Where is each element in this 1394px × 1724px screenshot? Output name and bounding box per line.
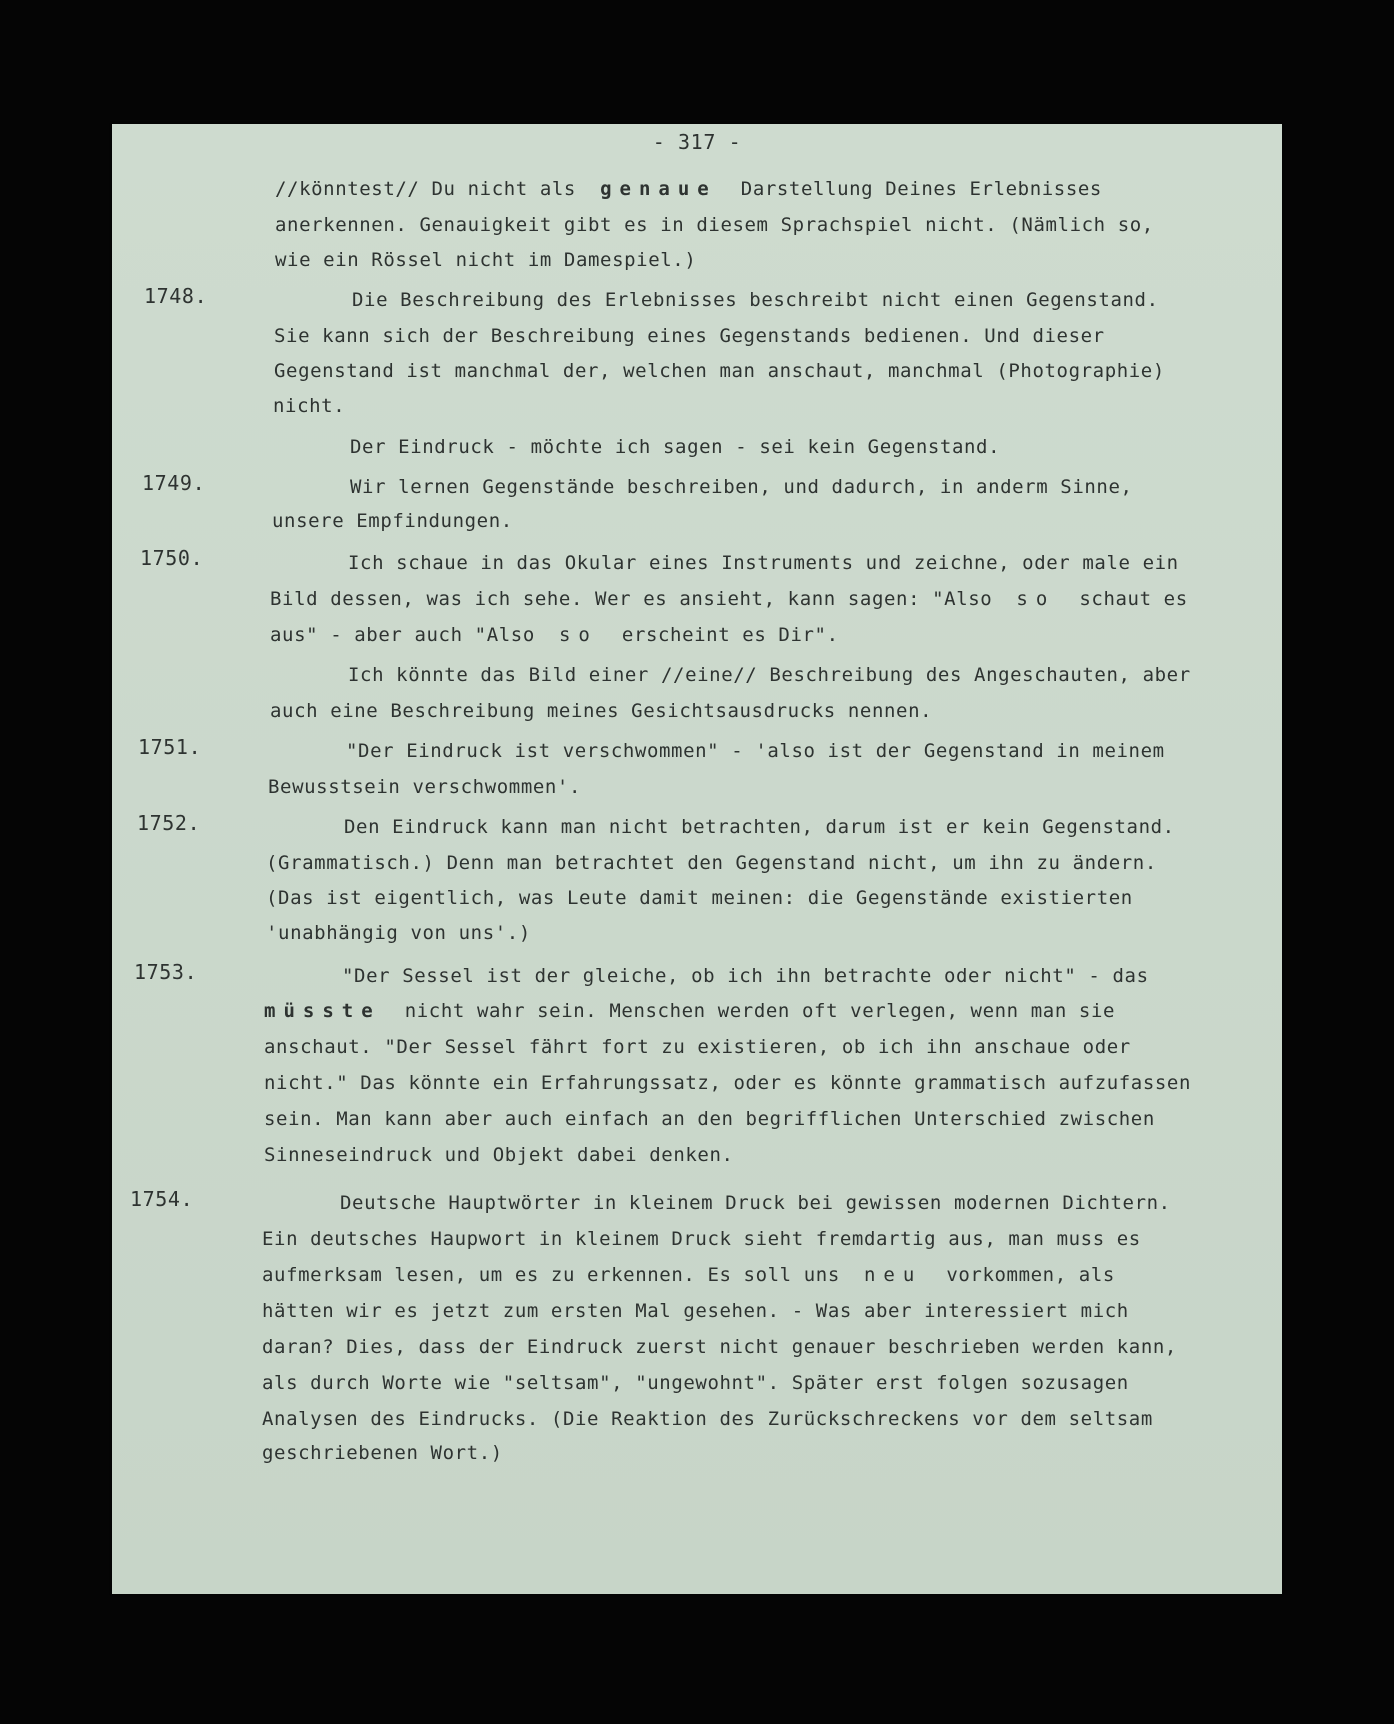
remark-number: 1749. — [142, 471, 206, 495]
text-line: hätten wir es jetzt zum ersten Mal gesehen. - Was aber interessiert mich — [262, 1300, 1129, 1322]
text-line: Der Eindruck - möchte ich sagen - sei kein Gegenstand. — [350, 436, 1001, 458]
text-line: (Grammatisch.) Denn man betrachtet den Gegenstand nicht, um ihn zu ändern. — [266, 852, 1157, 874]
remark-number: 1750. — [140, 546, 204, 570]
text-line: anschaut. "Der Sessel fährt fort zu existieren, ob ich ihn anschaue oder — [264, 1036, 1131, 1058]
text-line: unsere Empfindungen. — [272, 510, 513, 532]
text-line: Die Beschreibung des Erlebnisses beschreibt nicht einen Gegenstand. — [352, 289, 1159, 311]
text-line: Bild dessen, was ich sehe. Wer es ansieht, kann sagen: "Also so schaut es — [270, 588, 1188, 610]
remark-number: 1753. — [134, 960, 198, 984]
text-line: nicht. — [273, 395, 346, 417]
text-line: als durch Worte wie "seltsam", "ungewohnt". Später erst folgen sozusagen — [262, 1372, 1129, 1394]
remark-number: 1748. — [144, 284, 208, 308]
text-line: Sie kann sich der Beschreibung eines Gegenstands bedienen. Und dieser — [274, 325, 1105, 347]
text-line: geschriebenen Wort.) — [262, 1442, 503, 1464]
emphasis-word: müsste — [264, 1000, 381, 1022]
remark-number: 1754. — [130, 1187, 194, 1211]
text-line: wie ein Rössel nicht im Damespiel.) — [275, 249, 697, 271]
text-line: auch eine Beschreibung meines Gesichtsausdrucks nennen. — [270, 700, 933, 722]
text-line: Deutsche Hauptwörter in kleinem Druck bei gewissen modernen Dichtern. — [340, 1192, 1171, 1214]
emphasis-word: neu — [863, 1264, 923, 1286]
text-line: nicht." Das könnte ein Erfahrungssatz, oder es könnte grammatisch aufzufassen — [264, 1072, 1191, 1094]
text-line: Ich schaue in das Okular eines Instruments und zeichne, oder male ein — [348, 552, 1179, 574]
emphasis-word: genaue — [600, 178, 717, 200]
text-line: Ich könnte das Bild einer //eine// Beschreibung des Angeschauten, aber — [348, 664, 1191, 686]
text-line: Analysen des Eindrucks. (Die Reaktion des Zurückschreckens vor dem seltsam — [262, 1408, 1153, 1430]
text-line: Sinneseindruck und Objekt dabei denken. — [264, 1144, 734, 1166]
text-line: sein. Man kann aber auch einfach an den begrifflichen Unterschied zwischen — [264, 1108, 1155, 1130]
text-line: Gegenstand ist manchmal der, welchen man anschaut, manchmal (Photographie) — [274, 360, 1165, 382]
text-line: daran? Dies, dass der Eindruck zuerst nicht genauer beschrieben werden kann, — [262, 1336, 1177, 1358]
text-line: aufmerksam lesen, um es zu erkennen. Es soll uns neu vorkommen, als — [262, 1264, 1115, 1286]
emphasis-word: so — [558, 624, 598, 646]
remark-number: 1752. — [137, 811, 201, 835]
text-line: Bewusstsein verschwommen'. — [268, 776, 582, 798]
text-line: 'unabhängig von uns'.) — [266, 922, 531, 944]
remark-number: 1751. — [138, 735, 202, 759]
text-line: anerkennen. Genauigkeit gibt es in diesem Sprachspiel nicht. (Nämlich so, — [275, 214, 1154, 236]
page-number: - 317 - — [652, 130, 742, 154]
text-line: "Der Eindruck ist verschwommen" - 'also ist der Gegenstand in meinem — [346, 740, 1165, 762]
text-line: "Der Sessel ist der gleiche, ob ich ihn betrachte oder nicht" - das — [342, 965, 1149, 987]
emphasis-word: so — [1016, 588, 1056, 610]
text-line: (Das ist eigentlich, was Leute damit meinen: die Gegenstände existierten — [266, 887, 1133, 909]
text-line: Ein deutsches Haupwort in kleinem Druck sieht fremdartig aus, man muss es — [262, 1228, 1141, 1250]
typewritten-sheet — [112, 124, 1282, 1594]
text-line: Den Eindruck kann man nicht betrachten, darum ist er kein Gegenstand. — [344, 816, 1175, 838]
text-line: aus" - aber auch "Also so erscheint es Dir". — [270, 624, 839, 646]
text-line: Wir lernen Gegenstände beschreiben, und dadurch, in anderm Sinne, — [350, 476, 1133, 498]
text-line: müsste nicht wahr sein. Menschen werden oft verlegen, wenn man sie — [264, 1000, 1116, 1022]
text-line: //könntest// Du nicht als genaue Darstellung Deines Erlebnisses — [275, 178, 1102, 200]
